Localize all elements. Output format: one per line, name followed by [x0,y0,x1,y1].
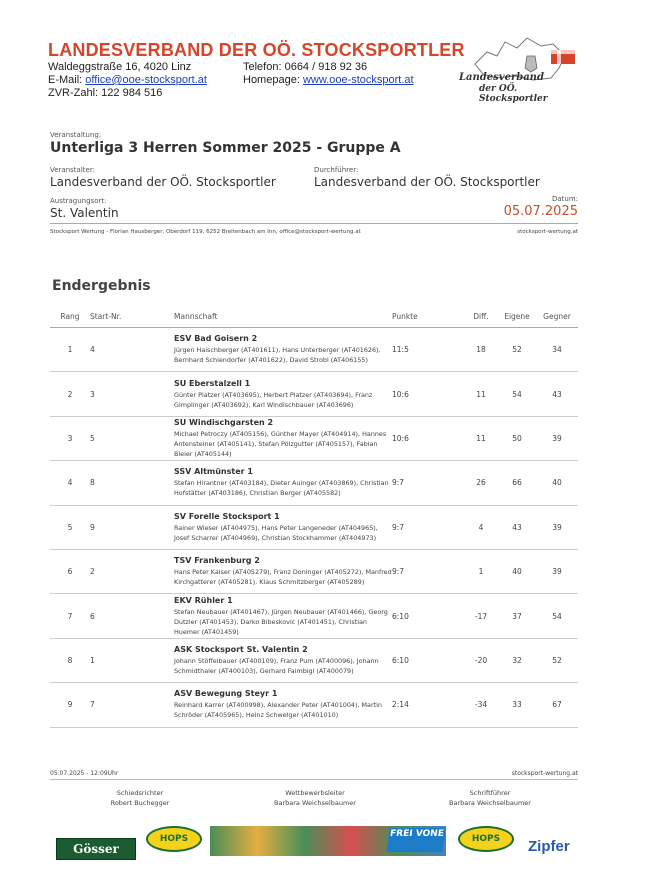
own-cell: 66 [498,461,536,505]
col-rank: Rang [50,308,90,328]
sponsor-zipfer: Zipfer [528,838,570,855]
start-number-cell: 7 [90,683,174,727]
table-row [50,505,578,549]
own-cell: 33 [498,683,536,727]
team-players: Stefan Neubauer (AT401467), Jürgen Neubauer (AT401466), Georg Dutzler (AT401453), Darko Bibeskovic (AT401451), Christian Huemer (AT401459) [174,607,388,636]
team-cell [174,505,392,549]
points-cell: 6:10 [392,594,464,638]
own-cell: 32 [498,638,536,682]
host-label: Durchführer: [314,166,359,174]
venue-label: Austragungsort: [50,197,107,205]
team-name: TSV Frankenburg 2 [174,556,260,566]
rank-cell: 5 [50,505,90,549]
header-divider [50,223,578,224]
points-cell: 9:7 [392,505,464,549]
col-opp: Gegner [536,308,578,328]
points-cell: 10:6 [392,372,464,416]
diff-cell: -20 [464,638,498,682]
software-credit: Stocksport Wertung - Florian Hausberger, Oberdorf 119, 6252 Breitenbach am Inn, office@stocksport-wertung.at [50,229,361,235]
rank-cell: 8 [50,638,90,682]
col-start: Start-Nr. [90,308,174,328]
col-team: Mannschaft [174,308,392,328]
table-row [50,328,578,372]
start-number-cell: 4 [90,328,174,372]
venue: St. Valentin [50,206,119,220]
secretary-label: Schriftführer [469,789,511,797]
team-name: SV Forelle Stocksport 1 [174,511,280,521]
points-cell: 6:10 [392,638,464,682]
diff-cell: 26 [464,461,498,505]
team-cell [174,683,392,727]
diff-cell: -17 [464,594,498,638]
team-cell [174,549,392,593]
logo-text-2: der OÖ. Stocksportler [479,84,548,104]
sponsor-hops-2: HOPS [458,826,514,852]
diff-cell: 4 [464,505,498,549]
print-timestamp: 05.07.2025 - 12:09Uhr [50,770,119,777]
team-name: ESV Bad Goisern 2 [174,334,258,344]
team-players: Michael Petroczy (AT405156), Günther Mayer (AT404914), Hannes Antensteiner (AT405141), Stefan Pölzgutter (AT405157), Fabian Bleier (AT405144) [174,429,387,458]
start-number-cell: 3 [90,372,174,416]
organizer: Landesverband der OÖ. Stocksportler [50,175,276,189]
team-players: Günter Platzer (AT403695), Herbert Platzer (AT403694), Franz Gimplinger (AT403692), Karl Windischbauer (AT403696) [174,390,373,409]
diff-cell: 18 [464,328,498,372]
own-cell: 52 [498,328,536,372]
points-cell: 11:5 [392,328,464,372]
team-cell [174,372,392,416]
host: Landesverband der OÖ. Stocksportler [314,175,540,189]
team-name: SU Windischgarsten 2 [174,417,274,427]
start-number-cell: 1 [90,638,174,682]
start-number-cell: 8 [90,461,174,505]
own-cell: 54 [498,372,536,416]
team-players: Johann Stöffelbauer (AT400109), Franz Pum (AT400096), Johann Schmidthaler (AT400103), Gerhard Faimbigl (AT400079) [174,656,379,675]
team-cell [174,328,392,372]
sponsor-hops-1: HOPS [146,826,202,852]
software-site: stocksport-wertung.at [517,229,578,235]
zvr-number: ZVR-Zahl: 122 984 516 [48,87,163,99]
competition-name: Barbara Weichselbaumer [274,799,356,807]
points-cell: 9:7 [392,461,464,505]
opp-cell: 39 [536,416,578,460]
team-cell [174,594,392,638]
results-table [50,308,578,728]
competition-label: Wettbewerbsleiter [285,789,345,797]
start-number-cell: 6 [90,594,174,638]
own-cell: 40 [498,549,536,593]
diff-cell: 11 [464,372,498,416]
points-cell: 9:7 [392,549,464,593]
sponsor-freivone: FREI VONE [386,828,445,852]
team-players: Jürgen Haischberger (AT401611), Hans Unterberger (AT401626), Bernhard Schiendorfer (AT401622), David Strobl (AT406155) [174,346,381,365]
team-cell [174,638,392,682]
team-players: Stefan Hirantner (AT403184), Dieter Auinger (AT403869), Christian Hofstätter (AT403186), Christian Berger (AT405582) [174,479,389,498]
opp-cell: 52 [536,638,578,682]
rank-cell: 9 [50,683,90,727]
table-row [50,416,578,460]
rank-cell: 4 [50,461,90,505]
footer-site: stocksport-wertung.at [511,770,578,777]
team-players: Rainer Wieser (AT404975), Hans Peter Langeneder (AT404965), Josef Scharrer (AT404969), Christian Stockhammer (AT404973) [174,523,378,542]
table-row [50,461,578,505]
opp-cell: 43 [536,372,578,416]
diff-cell: 11 [464,416,498,460]
diff-cell: -34 [464,683,498,727]
table-row [50,372,578,416]
col-points: Punkte [392,308,464,328]
team-name: SU Eberstalzell 1 [174,378,251,388]
secretary-name: Barbara Weichselbaumer [449,799,531,807]
email-link[interactable]: office@ooe-stocksport.at [85,74,207,86]
team-cell [174,416,392,460]
table-row [50,638,578,682]
start-number-cell: 2 [90,549,174,593]
org-street: Waldeggstraße 16, 4020 Linz [48,61,192,73]
event-label: Veranstaltung: [50,131,102,139]
rank-cell: 7 [50,594,90,638]
sponsor-gosser: Gösser [56,838,136,860]
rank-cell: 3 [50,416,90,460]
event-title: Unterliga 3 Herren Sommer 2025 - Gruppe A [50,140,401,156]
logo-text-1: Landesverband [459,72,544,83]
opp-cell: 54 [536,594,578,638]
org-name: LANDESVERBAND DER OÖ. STOCKSPORTLER [48,40,465,60]
referee-name: Robert Buchegger [110,799,170,807]
diff-cell: 1 [464,549,498,593]
referee-label: Schiedsrichter [116,789,164,797]
start-number-cell: 5 [90,416,174,460]
col-own: Eigene [498,308,536,328]
opp-cell: 40 [536,461,578,505]
homepage-label: Homepage: [243,74,300,86]
opp-cell: 67 [536,683,578,727]
email-label: E-Mail: [48,74,83,86]
points-cell: 10:6 [392,416,464,460]
rank-cell: 2 [50,372,90,416]
own-cell: 50 [498,416,536,460]
table-row [50,683,578,727]
team-cell [174,461,392,505]
organizer-label: Veranstalter: [50,166,95,174]
team-players: Reinhard Karrer (AT400998), Alexander Peter (AT401004), Martin Schröder (AT405965), Heinz Schwelger (AT401010) [174,701,382,720]
own-cell: 43 [498,505,536,549]
opp-cell: 39 [536,549,578,593]
start-number-cell: 9 [90,505,174,549]
homepage-link[interactable]: www.ooe-stocksport.at [302,74,414,86]
team-name: SSV Altmünster 1 [174,467,253,477]
points-cell: 2:14 [392,683,464,727]
section-title: Endergebnis [52,278,151,294]
rank-cell: 1 [50,328,90,372]
table-header-row [50,308,578,328]
opp-cell: 39 [536,505,578,549]
date-label: Datum: [551,195,578,203]
table-row [50,549,578,593]
opp-cell: 34 [536,328,578,372]
org-phone: Telefon: 0664 / 918 92 36 [243,61,368,73]
team-name: ASK Stocksport St. Valentin 2 [174,644,308,654]
rank-cell: 6 [50,549,90,593]
team-name: EKV Rühler 1 [174,595,233,605]
col-diff: Diff. [464,308,498,328]
footer-divider [50,779,578,780]
org-logo [455,34,585,104]
table-row [50,594,578,638]
own-cell: 37 [498,594,536,638]
event-date: 05.07.2025 [503,204,578,219]
team-name: ASV Bewegung Steyr 1 [174,689,278,699]
team-players: Hans Peter Kaiser (AT405279), Franz Doninger (AT405272), Manfred Kirchgatterer (AT405281), Klaus Schmitzberger (AT405289) [174,568,392,587]
